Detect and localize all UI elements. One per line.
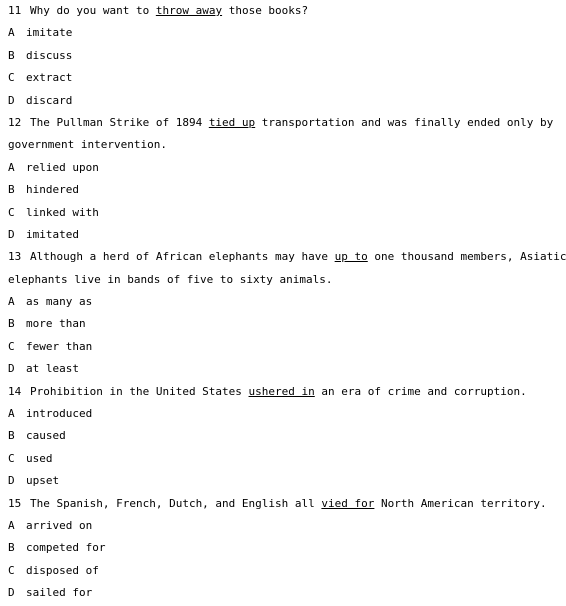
option-item — [8, 425, 522, 447]
underlined-phrase: up to — [334, 250, 368, 264]
option-letter: A — [8, 26, 15, 40]
option-text: used — [26, 451, 53, 465]
option-letter: B — [8, 317, 15, 331]
question-15 — [8, 493, 547, 515]
option-letter: D — [8, 474, 15, 488]
option-text: upset — [26, 474, 60, 488]
option-item — [8, 313, 522, 335]
option-text: as many as — [26, 295, 93, 309]
option-text: linked with — [26, 205, 99, 219]
option-letter: A — [8, 160, 15, 174]
option-text: discard — [26, 93, 73, 107]
underlined-phrase: vied for — [321, 496, 375, 510]
option-letter: C — [8, 205, 15, 219]
option-item — [8, 179, 522, 201]
option-text: at least — [26, 362, 79, 376]
question-13 — [8, 246, 566, 268]
option-item — [8, 448, 522, 470]
option-item — [8, 90, 522, 112]
question-text-continued: elephants live in bands of five to sixty animals. — [8, 272, 333, 286]
option-item — [8, 537, 522, 559]
question-number: 15 — [8, 496, 22, 510]
question-text: Why do you want to throw away those books? — [30, 4, 309, 17]
option-text: extract — [26, 71, 73, 85]
option-letter: A — [8, 295, 15, 309]
option-item — [8, 470, 522, 492]
option-text: imitate — [26, 26, 73, 40]
option-text: more than — [26, 317, 86, 331]
question-text: Prohibition in the United States ushered in an era of crime and corruption. — [30, 384, 527, 398]
question-12 — [8, 112, 554, 134]
option-letter: C — [8, 339, 15, 353]
option-text: disposed of — [26, 563, 99, 577]
question-number: 14 — [8, 384, 22, 398]
question-number: 12 — [8, 115, 22, 129]
option-text: arrived on — [26, 518, 93, 532]
option-item — [8, 45, 522, 67]
option-letter: D — [8, 586, 15, 600]
option-text: competed for — [26, 541, 106, 555]
option-text: fewer than — [26, 339, 93, 353]
option-letter: A — [8, 407, 15, 421]
question-text: Although a herd of African elephants may have up to one thousand members, Asiatic — [30, 250, 566, 264]
option-item — [8, 560, 522, 582]
question-11 — [8, 0, 522, 22]
question-number: 11 — [8, 4, 22, 17]
option-item — [8, 336, 522, 358]
option-item — [8, 515, 522, 537]
option-letter: B — [8, 183, 15, 197]
option-letter: D — [8, 93, 15, 107]
underlined-phrase: tied up — [208, 115, 256, 129]
option-letter: B — [8, 541, 15, 555]
question-14 — [8, 381, 527, 403]
option-item — [8, 202, 522, 224]
option-text: hindered — [26, 183, 79, 197]
option-text: relied upon — [26, 160, 99, 174]
option-item — [8, 157, 522, 179]
question-number: 13 — [8, 250, 22, 264]
option-item — [8, 224, 522, 246]
option-item — [8, 582, 522, 604]
option-text: caused — [26, 429, 66, 443]
option-letter: C — [8, 71, 15, 85]
option-letter: C — [8, 563, 15, 577]
option-letter: D — [8, 227, 15, 241]
option-letter: B — [8, 429, 15, 443]
question-text: The Spanish, French, Dutch, and English all vied for North American territory. — [30, 496, 547, 510]
option-text: introduced — [26, 407, 93, 421]
underlined-phrase: throw away — [155, 4, 223, 17]
option-letter: A — [8, 518, 15, 532]
question-text: The Pullman Strike of 1894 tied up transportation and was finally ended only by — [30, 115, 554, 129]
question-text-continued: government intervention. — [8, 138, 167, 152]
option-text: discuss — [26, 48, 73, 62]
option-letter: D — [8, 362, 15, 376]
option-item — [8, 358, 522, 380]
option-item — [8, 22, 522, 44]
option-item — [8, 291, 522, 313]
option-text: imitated — [26, 227, 79, 241]
option-letter: C — [8, 451, 15, 465]
option-item — [8, 67, 522, 89]
option-text: sailed for — [26, 586, 93, 600]
option-letter: B — [8, 48, 15, 62]
option-item — [8, 403, 522, 425]
underlined-phrase: ushered in — [248, 384, 315, 398]
